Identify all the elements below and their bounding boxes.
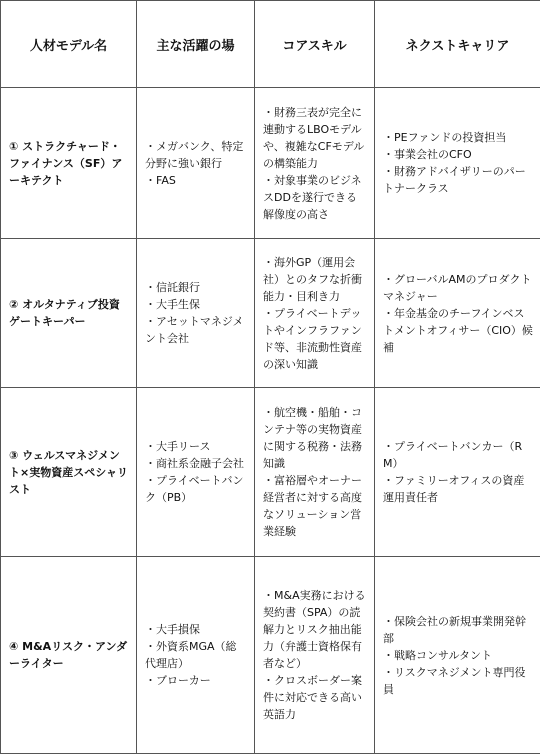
next-career-item: ・ファミリーオフィスの資産運用責任者 <box>383 472 533 506</box>
next-career-item: ・財務アドバイザリーのパートナークラス <box>383 163 533 197</box>
core-skill-item: ・財務三表が完全に連動するLBOモデルや、複雑なCFモデルの構築能力 <box>263 104 367 172</box>
next-career-item: ・事業会社のCFO <box>383 146 533 163</box>
header-model-name: 人材モデル名 <box>1 1 137 88</box>
core-skills-cell <box>255 239 375 388</box>
next-career-list <box>383 438 533 506</box>
next-career-item: ・戦略コンサルタント <box>383 647 533 664</box>
core-skill-item: ・クロスボーダー案件に対応できる高い英語力 <box>263 672 367 723</box>
model-name-cell <box>1 388 137 557</box>
core-skills-list <box>263 404 367 540</box>
model-name: ③ ウェルスマネジメント×実物資産スペシャリスト <box>9 449 128 496</box>
venue-item: ・信託銀行 <box>145 279 247 296</box>
core-skills-list <box>263 587 367 723</box>
venues-list <box>145 621 247 689</box>
core-skill-item: ・M&A実務における契約書（SPA）の読解力とリスク抽出能力（弁護士資格保有者など） <box>263 587 367 672</box>
header-core-skills: コアスキル <box>255 1 375 88</box>
model-name: ② オルタナティブ投資ゲートキーパー <box>9 298 120 328</box>
venues-cell <box>137 557 255 754</box>
venue-item: ・大手生保 <box>145 296 247 313</box>
core-skill-item: ・航空機・船舶・コンテナ等の実物資産に関する税務・法務知識 <box>263 404 367 472</box>
model-name-cell <box>1 557 137 754</box>
venues-list <box>145 138 247 189</box>
table-header <box>1 1 540 88</box>
core-skill-item: ・対象事業のビジネスDDを遂行できる解像度の高さ <box>263 172 367 223</box>
next-career-cell <box>375 239 540 388</box>
venue-item: ・プライベートバンク（PB） <box>145 472 247 506</box>
header-row <box>1 1 540 88</box>
next-career-item: ・保険会社の新規事業開発幹部 <box>383 613 533 647</box>
next-career-item: ・プライベートバンカー（RM） <box>383 438 533 472</box>
next-career-list <box>383 271 533 356</box>
venue-item: ・アセットマネジメント会社 <box>145 313 247 347</box>
venue-item: ・外資系MGA（総代理店） <box>145 638 247 672</box>
table-row <box>1 239 540 388</box>
table-row <box>1 88 540 239</box>
venue-item: ・ブローカー <box>145 672 247 689</box>
core-skills-list <box>263 104 367 223</box>
header-next-career: ネクストキャリア <box>375 1 540 88</box>
next-career-item: ・リスクマネジメント専門役員 <box>383 664 533 698</box>
core-skills-cell <box>255 557 375 754</box>
core-skills-list <box>263 254 367 373</box>
venues-list <box>145 279 247 347</box>
next-career-item: ・年金基金のチーフインベストメントオフィサー（CIO）候補 <box>383 305 533 356</box>
core-skills-cell <box>255 388 375 557</box>
core-skills-cell <box>255 88 375 239</box>
venue-item: ・メガバンク、特定分野に強い銀行 <box>145 138 247 172</box>
core-skill-item: ・富裕層やオーナー経営者に対する高度なソリューション営業経験 <box>263 472 367 540</box>
next-career-cell <box>375 388 540 557</box>
table-row <box>1 557 540 754</box>
next-career-item: ・PEファンドの投資担当 <box>383 129 533 146</box>
venue-item: ・FAS <box>145 172 247 189</box>
header-venues: 主な活躍の場 <box>137 1 255 88</box>
model-name: ① ストラクチャード・ファイナンス（SF）アーキテクト <box>9 140 122 187</box>
next-career-item: ・グローバルAMのプロダクトマネジャー <box>383 271 533 305</box>
core-skill-item: ・プライベートデットやインフラファンド等、非流動性資産の深い知識 <box>263 305 367 373</box>
venue-item: ・大手リース <box>145 438 247 455</box>
venue-item: ・大手損保 <box>145 621 247 638</box>
next-career-cell <box>375 88 540 239</box>
venues-cell <box>137 88 255 239</box>
venues-list <box>145 438 247 506</box>
venues-cell <box>137 388 255 557</box>
model-name-cell <box>1 88 137 239</box>
table-row <box>1 388 540 557</box>
venues-cell <box>137 239 255 388</box>
model-name-cell <box>1 239 137 388</box>
next-career-list <box>383 613 533 698</box>
venue-item: ・商社系金融子会社 <box>145 455 247 472</box>
core-skill-item: ・海外GP（運用会社）とのタフな折衝能力・目利き力 <box>263 254 367 305</box>
model-name: ④ M&Aリスク・アンダーライター <box>9 640 127 670</box>
table-body <box>1 88 540 754</box>
next-career-cell <box>375 557 540 754</box>
next-career-list <box>383 129 533 197</box>
